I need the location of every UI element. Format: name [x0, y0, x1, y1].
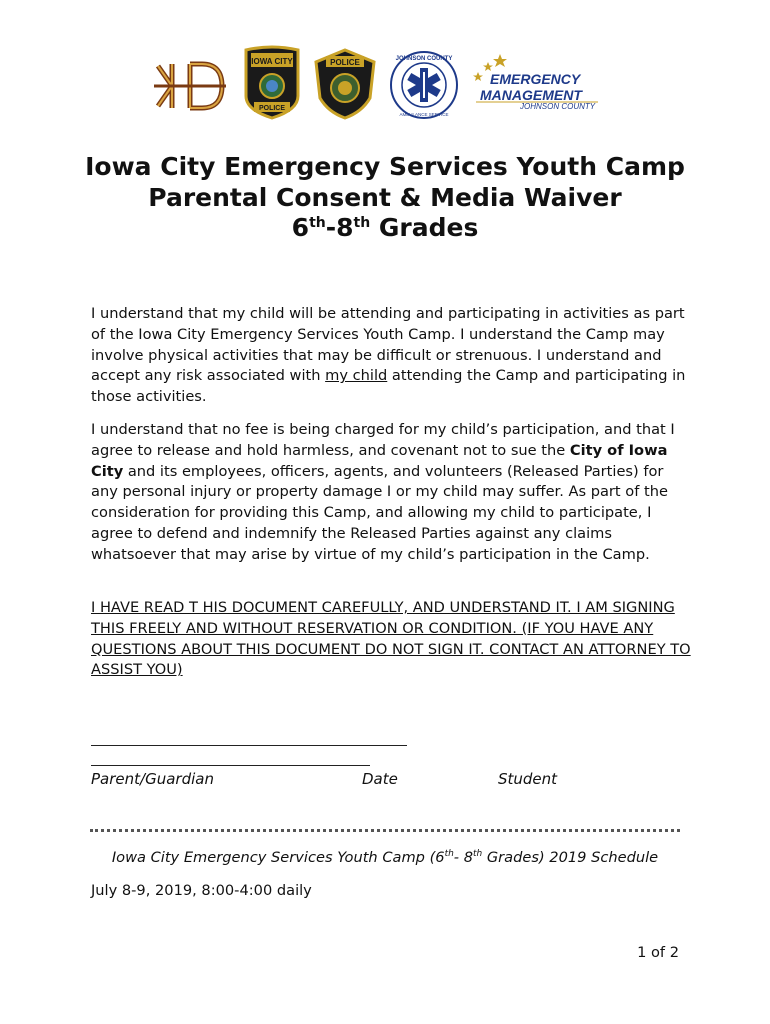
paragraph-1-text-start: I understand that my child will be attending and participating in activities as part of the Iowa City Emergency Services Youth Camp. I understand the Camp may involve physical activities that may be difficult or strenuous. I understand and accept any risk associated with — [91, 305, 685, 385]
page-number: 1 of 2 — [637, 944, 679, 961]
release-paragraph-2 — [91, 420, 691, 566]
parent-guardian-label: Parent/Guardian — [91, 770, 214, 788]
emergency-management-logo — [470, 52, 610, 116]
consent-paragraph-1 — [91, 304, 691, 408]
date-label: Date — [362, 770, 398, 788]
title-grade-sep: -8 — [325, 213, 354, 242]
paragraph-1-text-end: attending the Camp and participating in those activities. — [91, 367, 686, 406]
paragraph-2-text-end: and its employees, officers, agents, and volunteers (Released Parties) for any personal injury or property damage I or my child may suffer. As part of the consideration for providing this Camp, and allowing my child to participate, I agree to defend and indemnify the Released Parties against any claims whatsoever that may arise by virtue of my child’s participation in the Camp. — [91, 462, 668, 563]
police-badge-logo — [312, 48, 378, 120]
document-title — [60, 152, 710, 244]
section-divider — [90, 829, 680, 832]
svg-text:AMBULANCE SERVICE: AMBULANCE SERVICE — [399, 112, 449, 117]
title-grade-end-sup: th — [353, 215, 371, 231]
logo-row — [150, 44, 620, 124]
signature-line-bottom[interactable] — [91, 765, 370, 766]
svg-text:MANAGEMENT: MANAGEMENT — [480, 87, 582, 103]
paragraph-2-text-start: I understand that no fee is being charged for my child’s participation, and that I agree to release and hold harmless, and covenant not to sue the — [91, 421, 675, 459]
svg-text:JOHNSON COUNTY: JOHNSON COUNTY — [395, 56, 453, 62]
title-grade-word: Grades — [370, 213, 479, 242]
iowa-city-police-patch-logo — [242, 44, 302, 120]
paragraph-1-underlined-text: my child — [325, 367, 388, 385]
svg-text:JOHNSON COUNTY: JOHNSON COUNTY — [520, 102, 596, 111]
schedule-title-end: Grades) 2019 Schedule — [482, 849, 659, 866]
schedule-title — [0, 849, 770, 866]
paragraph-2-bold-text: City of Iowa City — [91, 441, 668, 480]
svg-text:POLICE: POLICE — [258, 105, 286, 112]
student-label: Student — [498, 770, 558, 788]
title-grade-start: 6 — [291, 213, 310, 242]
johnson-county-ambulance-logo — [388, 50, 460, 120]
svg-text:EMERGENCY: EMERGENCY — [490, 71, 581, 87]
title-line-1: Iowa City Emergency Services Youth Camp — [85, 152, 685, 181]
schedule-title-start: Iowa City Emergency Services Youth Camp (6 — [111, 849, 445, 866]
title-line-3 — [60, 213, 710, 244]
svg-text:IOWA CITY: IOWA CITY — [251, 57, 293, 66]
schedule-date-line: July 8-9, 2019, 8:00-4:00 daily — [91, 882, 312, 899]
kid-monogram-logo — [150, 56, 230, 116]
schedule-sup-2: th — [473, 849, 483, 859]
schedule-sup-1: th — [444, 849, 454, 859]
schedule-title-mid: - 8 — [453, 849, 473, 866]
title-line-2: Parental Consent & Media Waiver — [148, 182, 622, 212]
svg-text:POLICE: POLICE — [330, 58, 360, 67]
title-grade-start-sup: th — [309, 215, 326, 231]
signature-line-top[interactable] — [91, 745, 407, 746]
acknowledgement-paragraph-3: I HAVE READ T HIS DOCUMENT CAREFULLY, AND UNDERSTAND IT. I AM SIGNING THIS FREELY AND WITHOUT RESERVATION OR CONDITION. (IF YOU HAVE ANY QUESTIONS ABOUT THIS DOCUMENT DO NOT SIGN IT. CONTACT AN ATTORNEY TO ASSIST YOU) — [91, 599, 691, 679]
